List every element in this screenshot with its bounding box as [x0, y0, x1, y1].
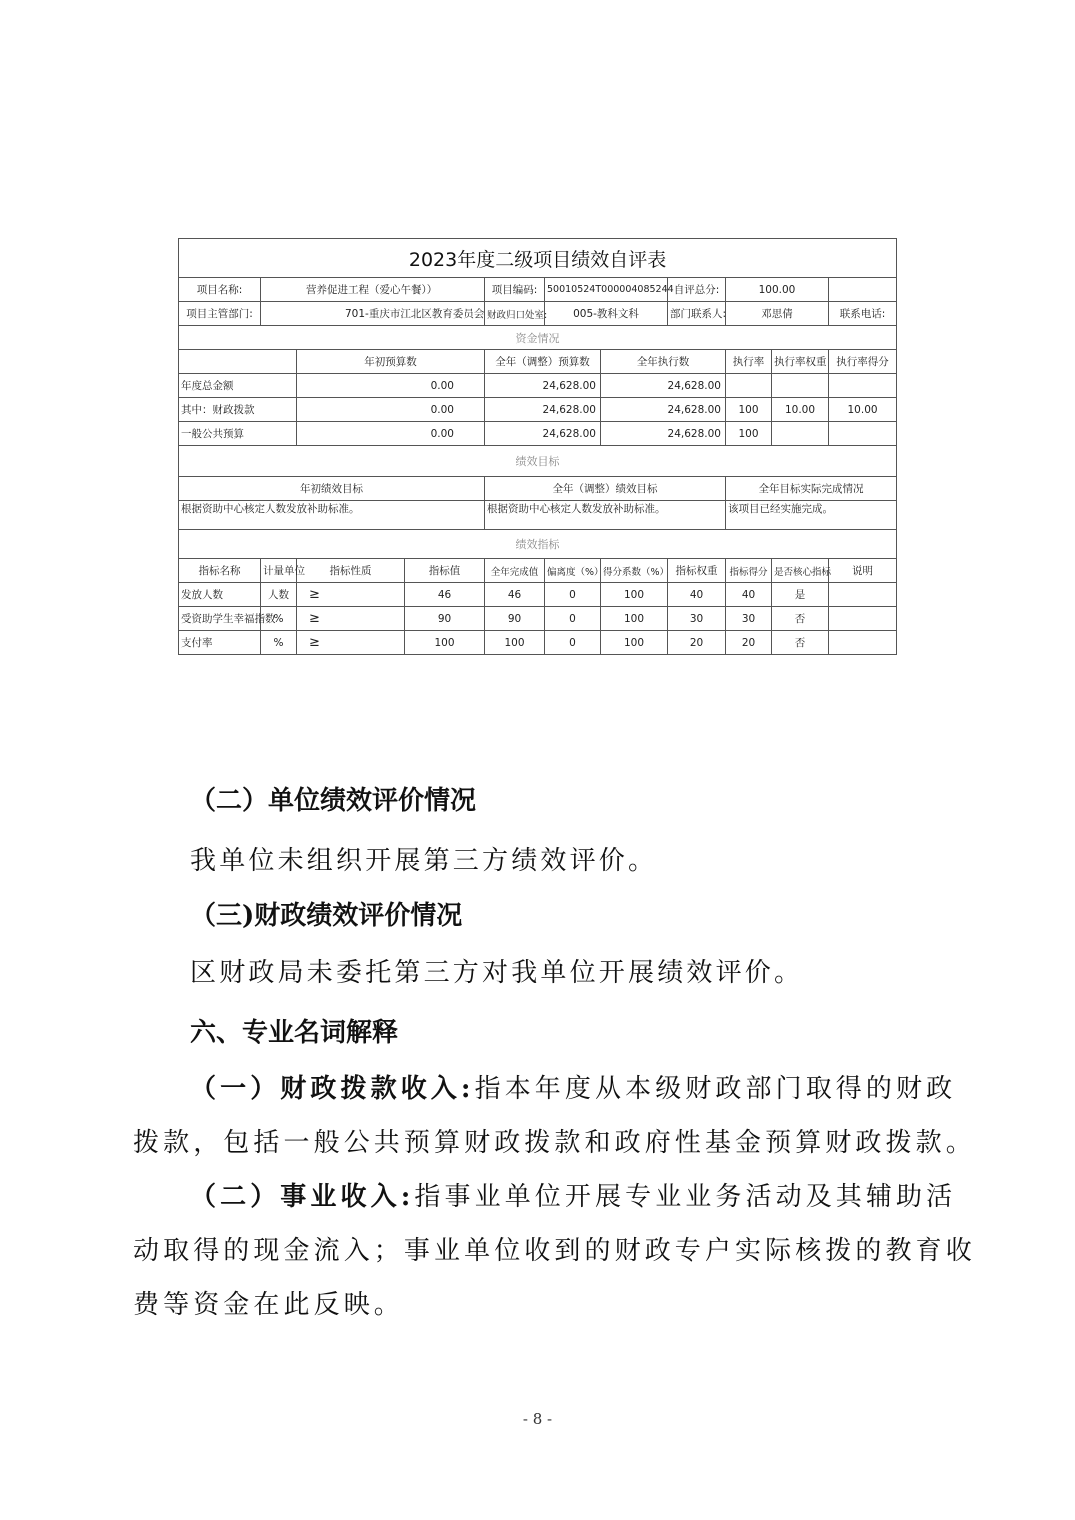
- indicator-deviation: 0: [545, 631, 601, 655]
- contact-label: 部门联系人:: [668, 302, 726, 326]
- indicator-header: 得分系数（%）: [601, 559, 668, 583]
- indicator-name: 支付率: [179, 631, 261, 655]
- indicator-nature: ≥: [297, 607, 405, 631]
- indicator-score: 40: [726, 583, 772, 607]
- funds-rate: [726, 374, 772, 398]
- paragraph-finance-evaluation: 区财政局未委托第三方对我单位开展绩效评价。: [190, 958, 804, 988]
- paragraph-term2-line2: 动取得的现金流入；事业单位收到的财政专户实际核拨的教育收: [133, 1236, 976, 1266]
- funds-row: [179, 422, 897, 446]
- indicator-note: [829, 631, 897, 655]
- office-label: 财政归口处室:: [485, 302, 545, 326]
- indicator-nature: ≥: [297, 631, 405, 655]
- indicator-header: 指标名称: [179, 559, 261, 583]
- office-value: 005-教科文科: [545, 302, 668, 326]
- section-heading-terms: 六、专业名词解释: [190, 1018, 399, 1048]
- funds-score: [829, 374, 897, 398]
- funds-header: 执行率权重: [772, 350, 829, 374]
- goals-header: 全年（调整）绩效目标: [485, 477, 726, 501]
- indicator-coefficient: 100: [601, 631, 668, 655]
- section-heading-unit-evaluation: （二）单位绩效评价情况: [190, 786, 477, 816]
- indicator-core: 是: [772, 583, 829, 607]
- funds-header: 全年执行数: [601, 350, 726, 374]
- term2-definition: 指事业单位开展专业业务活动及其辅助活: [414, 1182, 957, 1212]
- performance-table: [178, 238, 897, 655]
- goals-value: 该项目已经实施完成。: [726, 501, 897, 530]
- funds-initial: 0.00: [297, 422, 485, 446]
- funds-row-label: 其中：财政拨款: [179, 398, 297, 422]
- indicator-header: 是否核心指标: [772, 559, 829, 583]
- paragraph-term2-line3: 费等资金在此反映。: [133, 1290, 404, 1320]
- goals-header: 全年目标实际完成情况: [726, 477, 897, 501]
- indicator-actual: 100: [485, 631, 545, 655]
- contact-value: 邓思倩: [726, 302, 829, 326]
- funds-executed: 24,628.00: [601, 422, 726, 446]
- project-code-value: 50010524T000004085244: [545, 278, 668, 302]
- indicator-deviation: 0: [545, 607, 601, 631]
- funds-weight: [772, 422, 829, 446]
- indicator-target: 90: [405, 607, 485, 631]
- funds-initial: 0.00: [297, 374, 485, 398]
- indicator-unit: %: [261, 631, 297, 655]
- indicator-name: 发放人数: [179, 583, 261, 607]
- dept-value: 701-重庆市江北区教育委员会: [261, 302, 485, 326]
- section-heading-finance-evaluation: （三)财政绩效评价情况: [190, 901, 463, 931]
- paragraph-term1-line2: 拨款，包括一般公共预算财政拨款和政府性基金预算财政拨款。: [133, 1128, 976, 1158]
- indicators-section-header: 绩效指标: [179, 530, 897, 559]
- indicator-target: 46: [405, 583, 485, 607]
- self-score-value: 100.00: [726, 278, 829, 302]
- indicator-header: 指标值: [405, 559, 485, 583]
- funds-score: 10.00: [829, 398, 897, 422]
- indicator-name: 受资助学生幸福指数: [179, 607, 261, 631]
- indicator-row: [179, 631, 897, 655]
- indicator-core: 否: [772, 607, 829, 631]
- term2-name: （二）事业收入:: [190, 1182, 415, 1212]
- indicator-nature: ≥: [297, 583, 405, 607]
- indicator-score: 30: [726, 607, 772, 631]
- indicator-header: 全年完成值: [485, 559, 545, 583]
- indicator-weight: 40: [668, 583, 726, 607]
- indicator-note: [829, 583, 897, 607]
- term1-definition: 指本年度从本级财政部门取得的财政: [474, 1074, 957, 1104]
- funds-weight: [772, 374, 829, 398]
- indicator-coefficient: 100: [601, 607, 668, 631]
- indicator-actual: 46: [485, 583, 545, 607]
- goals-header: 年初绩效目标: [179, 477, 485, 501]
- funds-adjusted: 24,628.00: [485, 398, 601, 422]
- indicator-core: 否: [772, 631, 829, 655]
- indicator-row: [179, 583, 897, 607]
- funds-rate: 100: [726, 422, 772, 446]
- funds-row: [179, 374, 897, 398]
- funds-adjusted: 24,628.00: [485, 422, 601, 446]
- term1-name: （一）财政拨款收入:: [190, 1074, 475, 1104]
- project-name-label: 项目名称:: [179, 278, 261, 302]
- phone-label: 联系电话:: [829, 302, 897, 326]
- funds-adjusted: 24,628.00: [485, 374, 601, 398]
- page-number: - 8 -: [522, 1410, 553, 1428]
- funds-row: [179, 398, 897, 422]
- funds-row-label: 年度总金额: [179, 374, 297, 398]
- table-title: 2023年度二级项目绩效自评表: [179, 239, 897, 278]
- indicator-coefficient: 100: [601, 583, 668, 607]
- funds-score: [829, 422, 897, 446]
- paragraph-term2-line1: [190, 1176, 956, 1213]
- indicator-header: 说明: [829, 559, 897, 583]
- paragraph-unit-evaluation: 我单位未组织开展第三方绩效评价。: [190, 846, 658, 876]
- funds-header: 执行率得分: [829, 350, 897, 374]
- funds-executed: 24,628.00: [601, 398, 726, 422]
- indicator-weight: 30: [668, 607, 726, 631]
- goals-value: 根据资助中心核定人数发放补助标准。: [179, 501, 485, 530]
- indicator-note: [829, 607, 897, 631]
- funds-executed: 24,628.00: [601, 374, 726, 398]
- indicator-row: [179, 607, 897, 631]
- indicator-weight: 20: [668, 631, 726, 655]
- goals-value: 根据资助中心核定人数发放补助标准。: [485, 501, 726, 530]
- indicator-unit: 人数: [261, 583, 297, 607]
- funds-header: 全年（调整）预算数: [485, 350, 601, 374]
- project-code-label: 项目编码:: [485, 278, 545, 302]
- indicator-header: 指标权重: [668, 559, 726, 583]
- funds-header: 年初预算数: [297, 350, 485, 374]
- funds-rate: 100: [726, 398, 772, 422]
- indicator-deviation: 0: [545, 583, 601, 607]
- funds-row-label: 一般公共预算: [179, 422, 297, 446]
- indicator-target: 100: [405, 631, 485, 655]
- dept-label: 项目主管部门:: [179, 302, 261, 326]
- indicator-score: 20: [726, 631, 772, 655]
- paragraph-term1-line1: [190, 1068, 956, 1105]
- self-score-label: 自评总分:: [668, 278, 726, 302]
- indicator-unit: %: [261, 607, 297, 631]
- funds-weight: 10.00: [772, 398, 829, 422]
- funds-header: 执行率: [726, 350, 772, 374]
- funds-initial: 0.00: [297, 398, 485, 422]
- goals-section-header: 绩效目标: [179, 446, 897, 477]
- project-name-value: 营养促进工程（爱心午餐））: [261, 278, 485, 302]
- indicator-header: 计量单位: [261, 559, 297, 583]
- indicator-header: 偏离度（%）: [545, 559, 601, 583]
- indicator-actual: 90: [485, 607, 545, 631]
- funds-section-header: 资金情况: [179, 326, 897, 350]
- indicator-header: 指标性质: [297, 559, 405, 583]
- indicator-header: 指标得分: [726, 559, 772, 583]
